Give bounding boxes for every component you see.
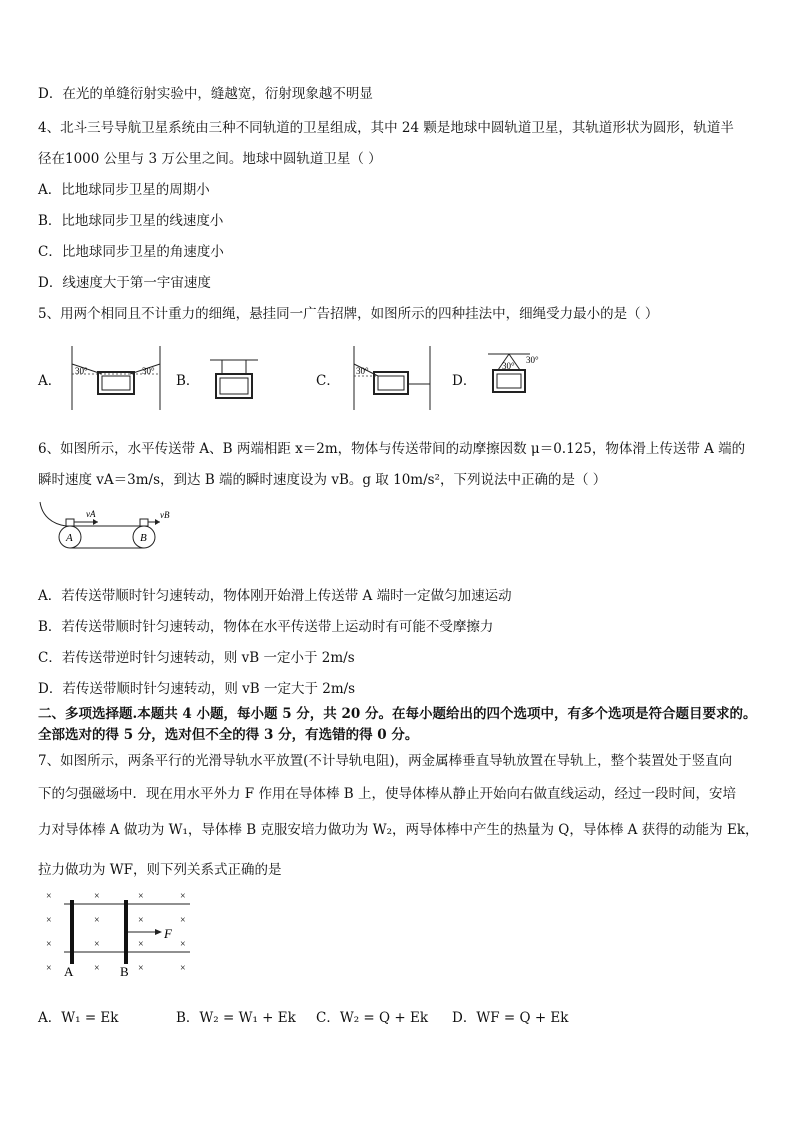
svg-text:×: × [46, 939, 52, 950]
svg-text:×: × [180, 939, 186, 950]
section2-heading-line1: 二、多项选择题.本题共 4 小题，每小题 5 分，共 20 分。在每小题给出的四个选项中，有多个选项是符合题目要求的。 [38, 706, 757, 722]
q4-option-b: B．比地球同步卫星的线速度小 [38, 213, 224, 229]
svg-text:×: × [138, 939, 144, 950]
svg-text:×: × [180, 915, 186, 926]
q6-fig-a: A [66, 532, 73, 544]
q7-option-d: D．WF = Q + Ek [452, 1010, 569, 1026]
q7-fig-a: A [64, 964, 74, 979]
svg-text:×: × [46, 915, 52, 926]
q5-figure-a [66, 344, 166, 412]
q7-option-b: B．W₂ = W₁ + Ek [176, 1010, 296, 1026]
q6-option-d: D．若传送带顺时针匀速转动，则 vB 一定大于 2m/s [38, 681, 356, 697]
q5-stem: 5、用两个相同且不计重力的细绳，悬挂同一广告招牌，如图所示的四种挂法中，细绳受力最小的是（ ） [38, 306, 659, 322]
svg-text:×: × [94, 891, 100, 902]
q5-label-b: B． [176, 373, 200, 389]
q5-figure-d [484, 350, 546, 408]
q6-fig-vb: vB [160, 510, 170, 520]
q4-stem-line2: 径在1000 公里与 3 万公里之间。地球中圆轨道卫星（ ） [38, 151, 382, 167]
svg-text:×: × [94, 915, 100, 926]
q5-angle-a-left: 30° [75, 366, 88, 376]
q6-option-a: A．若传送带顺时针匀速转动，物体刚开始滑上传送带 A 端时一定做匀加速运动 [38, 588, 512, 604]
q7-stem-line1: 7、如图所示，两条平行的光滑导轨水平放置(不计导轨电阻)，两金属棒垂直导轨放置在导轨上，整个装置处于竖直向 [38, 753, 733, 769]
q5-angle-a-right: 30° [142, 366, 155, 376]
q7-stem-line2: 下的匀强磁场中．现在用水平外力 F 作用在导体棒 B 上，使导体棒从静止开始向右做直线运动，经过一段时间，安培 [38, 786, 736, 802]
q5-label-a: A． [38, 373, 62, 389]
q5-figure-c [348, 344, 434, 412]
q4-stem-line1: 4、北斗三号导航卫星系统由三种不同轨道的卫星组成，其中 24 颗是地球中圆轨道卫星，其轨道形状为圆形，轨道半 [38, 120, 734, 136]
svg-text:×: × [180, 963, 186, 974]
svg-text:×: × [180, 891, 186, 902]
q4-option-c: C．比地球同步卫星的角速度小 [38, 244, 224, 260]
q6-stem-line2: 瞬时速度 vA＝3m/s，到达 B 端的瞬时速度设为 vB。g 取 10m/s²，下列说法中正确的是（ ） [38, 472, 607, 488]
q5-figure-b [208, 356, 260, 404]
svg-text:×: × [46, 963, 52, 974]
q6-option-c: C．若传送带逆时针匀速转动，则 vB 一定小于 2m/s [38, 650, 355, 666]
svg-text:×: × [138, 891, 144, 902]
svg-text:×: × [138, 915, 144, 926]
q5-label-c: C． [316, 373, 340, 389]
svg-text:×: × [46, 891, 52, 902]
q6-stem-line1: 6、如图所示，水平传送带 A、B 两端相距 x＝2m，物体与传送带间的动摩擦因数 μ＝0.125，物体滑上传送带 A 端的 [38, 441, 746, 457]
q6-fig-b: B [140, 532, 147, 544]
q6-conveyor-figure [36, 498, 186, 556]
q4-option-d: D．线速度大于第一宇宙速度 [38, 275, 211, 291]
q5-angle-c: 30° [356, 366, 369, 376]
svg-text:×: × [94, 963, 100, 974]
q7-option-a: A．W₁ = Ek [38, 1010, 119, 1026]
svg-text:×: × [138, 963, 144, 974]
q7-fig-b: B [120, 964, 129, 979]
q7-rails-figure [40, 884, 200, 984]
q7-option-c: C．W₂ = Q + Ek [316, 1010, 429, 1026]
q7-stem-line3: 力对导体棒 A 做功为 W₁，导体棒 B 克服安培力做功为 W₂，两导体棒中产生的热量为 Q，导体棒 A 获得的动能为 Ek， [38, 822, 759, 838]
q6-fig-va: vA [86, 509, 96, 519]
q5-angle-d-outer: 30° [526, 355, 539, 365]
svg-text:×: × [94, 939, 100, 950]
q7-stem-line4: 拉力做功为 WF，则下列关系式正确的是 [38, 862, 282, 878]
q6-option-b: B．若传送带顺时针匀速转动，物体在水平传送带上运动时有可能不受摩擦力 [38, 619, 494, 635]
q3-option-d: D．在光的单缝衍射实验中，缝越宽，衍射现象越不明显 [38, 86, 373, 102]
q4-option-a: A．比地球同步卫星的周期小 [38, 182, 210, 198]
q5-angle-d-inner: 30° [502, 361, 515, 371]
section2-heading-line2: 全部选对的得 5 分，选对但不全的得 3 分，有选错的得 0 分。 [38, 727, 419, 743]
q7-fig-f: F [164, 926, 172, 941]
q5-label-d: D． [452, 373, 477, 389]
